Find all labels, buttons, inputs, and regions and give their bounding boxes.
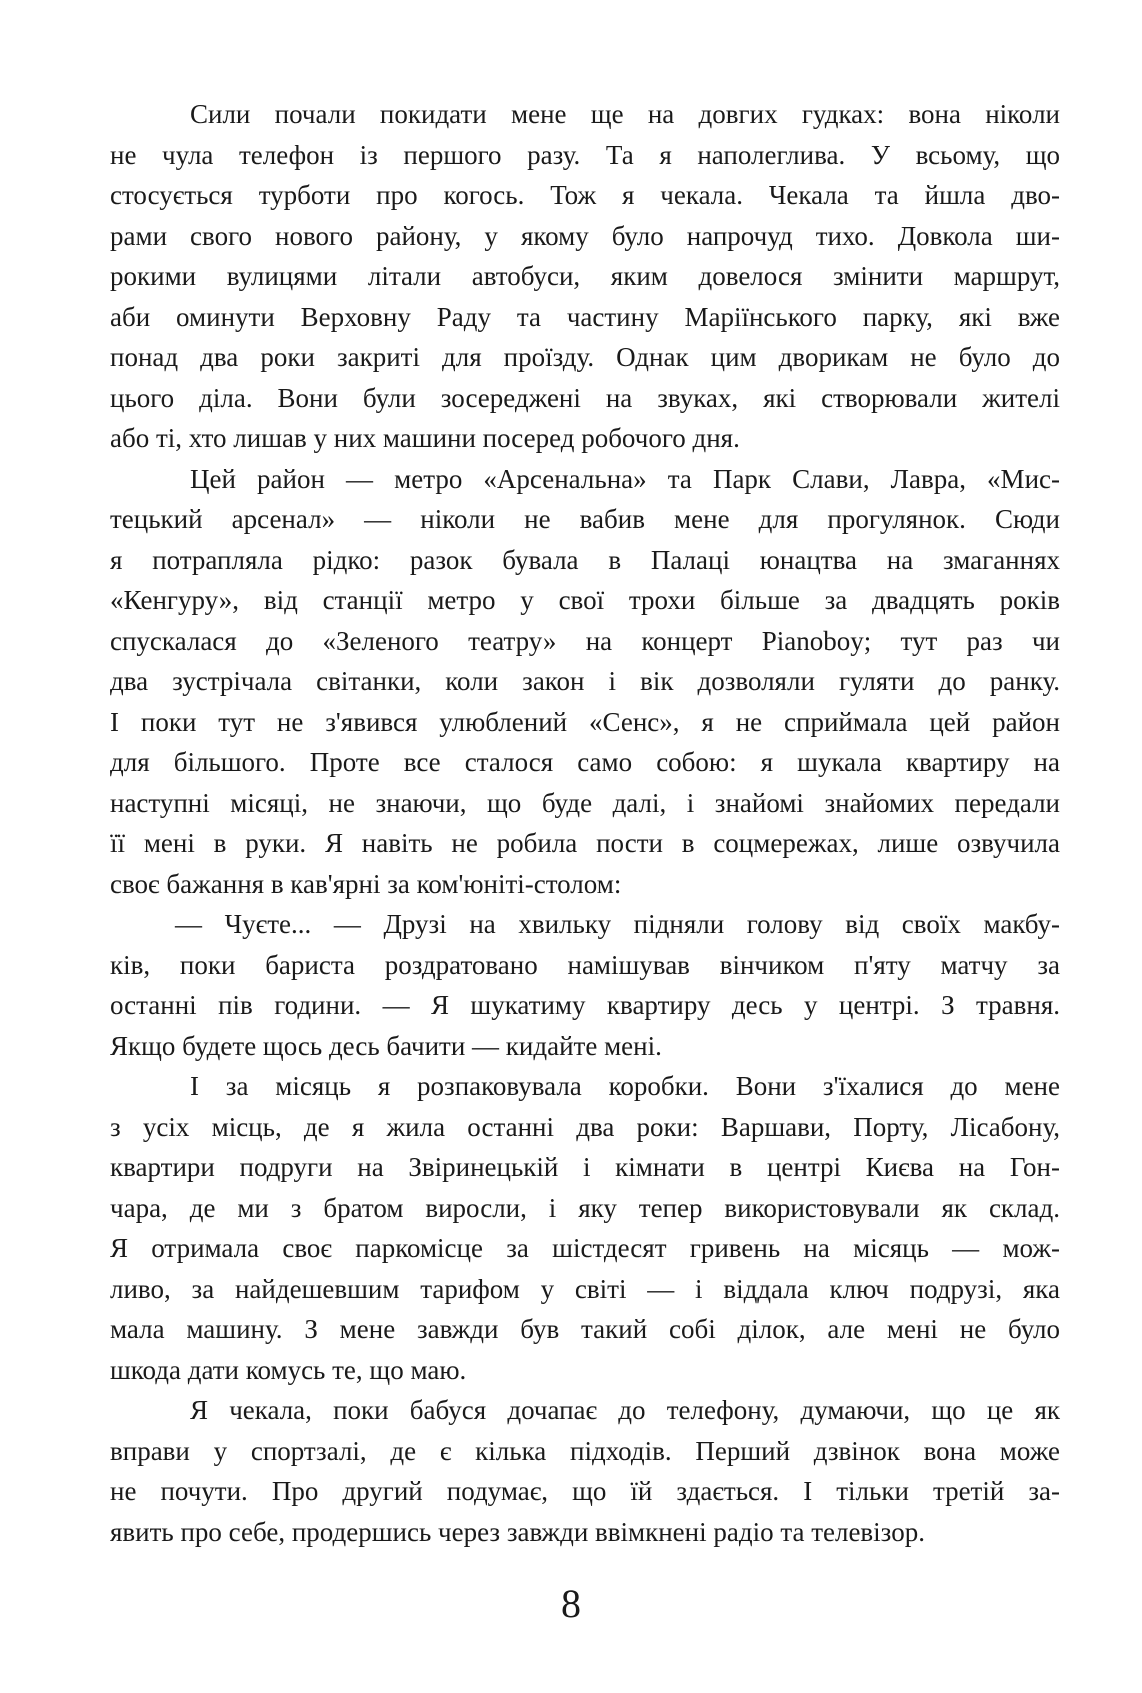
text-line: — Чуєте... — Друзі на хвильку підняли голову від своїх макбу-: [175, 909, 1060, 939]
text-line: з усіх місць, де я жила останні два роки: Варшави, Порту, Лісабону,: [110, 1111, 1060, 1142]
text-line: чара, де ми з братом виросли, і яку тепер використовували як склад.: [110, 1192, 1060, 1223]
body-text: [110, 94, 1060, 1552]
text-line: явить про себе, продершись через завжди ввімкнені радіо та телевізор.: [110, 1516, 925, 1547]
text-line: Сили почали покидати мене ще на довгих гудках: вона ніколи: [190, 99, 1060, 129]
text-line: ків, поки бариста роздратовано намішував вінчиком п'яту матчу за: [110, 949, 1060, 980]
text-line: аби оминути Верховну Раду та частину Маріїнського парку, які вже: [110, 301, 1060, 332]
text-line: я потрапляла рідко: разок бувала в Палаці юнацтва на змаганнях: [110, 544, 1060, 575]
text-line: стосується турботи про когось. Тож я чекала. Чекала та йшла дво-: [110, 180, 1060, 210]
text-line: Цей район — метро «Арсенальна» та Парк Слави, Лавра, «Мис-: [190, 463, 1060, 494]
text-line: тецький арсенал» — ніколи не вабив мене для прогулянок. Сюди: [110, 504, 1060, 534]
text-line: мала машину. З мене завжди був такий собі ділок, але мені не було: [110, 1314, 1060, 1344]
text-line: для більшого. Проте все сталося само собою: я шукала квартиру на: [110, 747, 1060, 777]
text-line: І за місяць я розпаковувала коробки. Вони з'їхалися до мене: [190, 1071, 1060, 1101]
text-line: ливо, за найдешевшим тарифом у світі — і віддала ключ подрузі, яка: [110, 1273, 1060, 1304]
text-line: понад два роки закриті для проїзду. Однак цим дворикам не було до: [110, 342, 1060, 372]
text-line: два зустрічала світанки, коли закон і вік дозволяли гуляти до ранку.: [110, 666, 1060, 696]
paragraph: [110, 1066, 1060, 1390]
text-line: «Кенгуру», від станції метро у свої трохи більше за двадцять років: [110, 585, 1060, 615]
text-line: своє бажання в кав'ярні за ком'юніті-столом:: [110, 868, 622, 899]
text-line: її мені в руки. Я навіть не робила пости в соцмережах, лише озвучила: [110, 828, 1060, 858]
text-line: шкода дати комусь те, що маю.: [110, 1354, 467, 1385]
text-line: спускалася до «Зеленого театру» на концерт Pianoboy; тут раз чи: [110, 625, 1060, 656]
paragraph: [110, 1390, 1060, 1552]
text-line: рами свого нового району, у якому було напрочуд тихо. Довкола ши-: [110, 220, 1060, 251]
text-line: не почути. Про другий подумає, що їй здається. І тільки третій за-: [110, 1476, 1060, 1506]
text-line: вправи у спортзалі, де є кілька підходів. Перший дзвінок вона може: [110, 1435, 1060, 1466]
text-line: рокими вулицями літали автобуси, яким довелося змінити маршрут,: [110, 261, 1060, 291]
text-line: Я чекала, поки бабуся дочапає до телефону, думаючи, що це як: [190, 1395, 1060, 1425]
text-line: наступні місяці, не знаючи, що буде далі, і знайомі знайомих передали: [110, 787, 1060, 818]
paragraph: [110, 459, 1060, 905]
page-number: 8: [561, 1581, 581, 1626]
text-line: І поки тут не з'явився улюблений «Сенс», я не сприймала цей район: [110, 706, 1060, 737]
dialogue-paragraph: [110, 904, 1060, 1066]
text-line: квартири подруги на Звіринецькій і кімнати в центрі Києва на Гон-: [110, 1152, 1060, 1182]
text-line: Якщо будете щось десь бачити — кидайте мені.: [110, 1030, 662, 1061]
text-line: не чула телефон із першого разу. Та я наполеглива. У всьому, що: [110, 139, 1060, 170]
text-line: Я отримала своє паркомісце за шістдесят гривень на місяць — мож-: [110, 1233, 1060, 1263]
text-line: останні пів години. — Я шукатиму квартиру десь у центрі. З травня.: [110, 990, 1060, 1020]
text-line: або ті, хто лишав у них машини посеред робочого дня.: [110, 423, 740, 453]
paragraph: [110, 94, 1060, 459]
text-line: цього діла. Вони були зосереджені на звуках, які створювали жителі: [110, 382, 1060, 413]
